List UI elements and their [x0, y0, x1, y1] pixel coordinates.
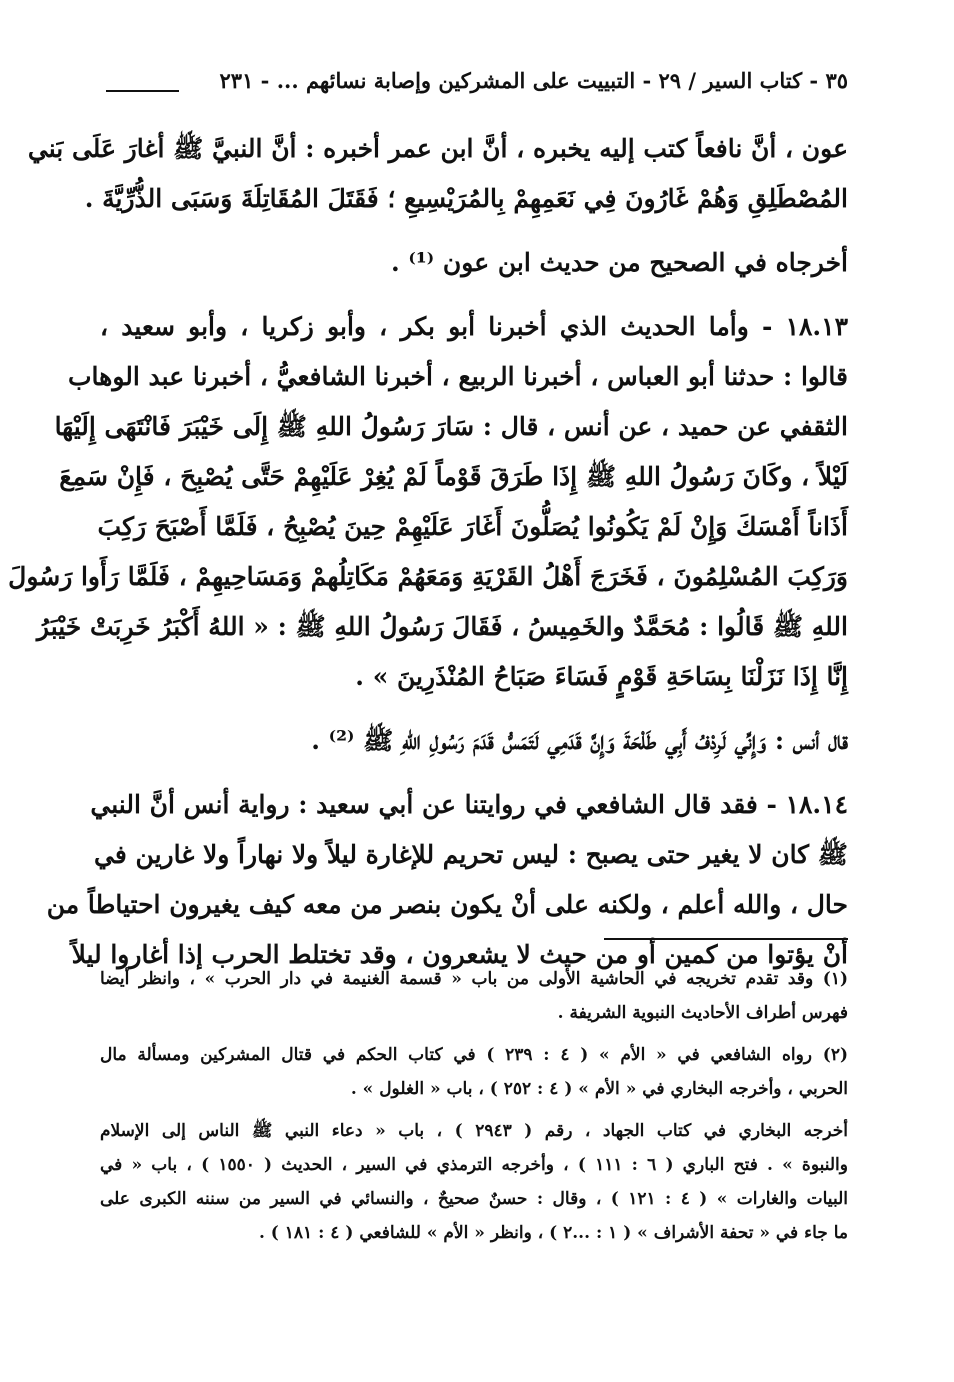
footnote-rule — [604, 938, 848, 940]
footnote-line: (٢) رواه الشافعي في « الأم » ( ٤ : ٢٣٩ ) في كتاب الحكم في قتال المشركين ومسألة مال — [100, 1045, 848, 1065]
header-rule — [106, 90, 179, 92]
text-line: قال أنس : وَإِنِّي لَرِدْفُ أَبِي طَلْحَةَ وَإِنَّ قَدَمِي لَتَمَسُّ قَدَمَ رَسُولِ اللهِ ﷺ ⁽²⁾ . — [311, 726, 848, 755]
text-line: الثقفي عن حميد ، عن أنس ، قال : سَارَ رَسُولُ اللهِ ﷺ إِلَى خَيْبَرَ فَانْتَهَى إِلَيْهَا — [54, 412, 848, 441]
text-line: ﷺ كان لا يغير حتى يصبح : ليس تحريم للإغارة ليلاً ولا نهاراً ولا غارين في — [94, 840, 848, 869]
main-text — [8, 124, 848, 980]
text-line: أنْ يؤتوا من كمين أو من حيث لا يشعرون ، وقد تختلط الحرب إذا أغاروا ليلاً — [71, 940, 848, 969]
text-line: أخرجاه في الصحيح من حديث ابن عون ⁽¹⁾ . — [390, 248, 848, 277]
text-line: اللهِ ﷺ قَالُوا : مُحَمَّدٌ والخَمِيسُ ، فَقَالَ رَسُولُ اللهِ ﷺ : « اللهُ أَكْبَرُ خَرِبَتْ خَيْبَرُ — [36, 612, 848, 641]
footnote-line: ما جاء في « تحفة الأشراف » ( ١ : ...٢ ) ، وانظر « الأم » للشافعي ( ٤ : ١٨١ ) . — [258, 1223, 848, 1243]
text-line: إِنَّا إِذَا نَزَلْنَا بِسَاحَةِ قَوْمٍ فَسَاءَ صَبَاحُ المُنْذَرِينَ » . — [355, 662, 848, 691]
footnote-line: فهرس أطراف الأحاديث النبوية الشريفة . — [557, 1003, 848, 1023]
paragraph-takhrij — [100, 238, 848, 288]
footnote-line: البيات والغارات » ( ٤ : ١٢١ ) ، وقال : حسنٌ صحيحٌ ، والنسائي في السير من سننه الكبرى على — [100, 1189, 848, 1209]
paragraph-18-13 — [8, 302, 848, 702]
footnote-line: الحربي ، وأخرجه البخاري في « الأم » ( ٤ : ٢٥٢ ) ، باب « الغلول » . — [350, 1079, 848, 1099]
text-line: المُصْطَلِقِ وَهُمْ غَارُونَ فِي نَعَمِهِمْ بِالمُرَيْسِيعِ ؛ فَقَتَلَ المُقَاتِلَةَ وَسَبَى الذُّرِّيَّةَ . — [84, 184, 848, 213]
paragraph-hadith-end — [27, 124, 848, 224]
running-head: ٣٥ - كتاب السير / ٢٩ - التبييت على المشركين وإصابة نسائهم ... - ٢٣١ — [219, 68, 848, 93]
text-line: وَرَكِبَ المُسْلِمُونَ ، فَخَرَجَ أَهْلُ القَرْيَةِ وَمَعَهُمْ مَكَاتِلُهمْ وَمَسَاحِيهِمْ ، فَلَمَّا رَأَوا رَسُولَ — [8, 562, 848, 591]
footnote-line: والنبوة » . فتح الباري ( ٦ : ١١١ ) ، وأخرجه الترمذي في السير ، الحديث ( ١٥٥٠ ) ، باب « في — [100, 1155, 848, 1175]
text-line: أَذَاناً أَمْسَكَ وَإِنْ لَمْ يَكُونُوا يُصَلُّونَ أَغَارَ عَلَيْهِمْ حِينَ يُصْبِحُ ، فَلَمَّا أَصْبَحَ رَكِبَ — [97, 512, 848, 541]
text-line: عون ، أنَّ نافعاً كتب إليه يخبره ، أنَّ ابن عمر أخبره : أنَّ النبيَّ ﷺ أغارَ عَلَى بَني — [27, 134, 848, 163]
text-line: ١٨.١٣ - وأما الحديث الذي أخبرنا أبو بكر ، وأبو زكريا ، وأبو سعيد ، — [100, 312, 848, 341]
text-line: ١٨.١٤ - فقد قال الشافعي في روايتنا عن أبي سعيد : رواية أنس أنَّ النبي — [90, 790, 848, 819]
footnote-1 — [100, 962, 848, 1030]
paragraph-18-14 — [46, 780, 848, 980]
text-line: حال ، والله أعلم ، ولكنه على أنْ يكون بنصر من معه كيف يغيرون احتياطاً من — [46, 890, 848, 919]
footnote-2 — [100, 1038, 848, 1106]
footnote-2-continued — [100, 1114, 848, 1250]
text-line: قالوا : حدثنا أبو العباس ، أخبرنا الربيع ، أخبرنا الشافعيُّ ، أخبرنا عبد الوهاب — [68, 362, 848, 391]
footnotes — [100, 962, 848, 1250]
text-line: لَيْلاً ، وكَانَ رَسُولُ اللهِ ﷺ إِذَا طَرَقَ قَوْماً لَمْ يُغِرْ عَلَيْهِمْ حَتَّى يُصْبِحَ ، فَإِنْ سَمِعَ — [59, 462, 848, 491]
paragraph-anas — [100, 716, 848, 766]
footnote-line: (١) وقد تقدم تخريجه في الحاشية الأولى من باب « قسمة الغنيمة في دار الحرب » ، وانظر أيضا — [100, 969, 848, 989]
footnote-line: أخرجه البخاري في كتاب الجهاد ، رقم ( ٢٩٤٣ ) ، باب « دعاء النبي ﷺ الناس إلى الإسلام — [100, 1121, 848, 1141]
